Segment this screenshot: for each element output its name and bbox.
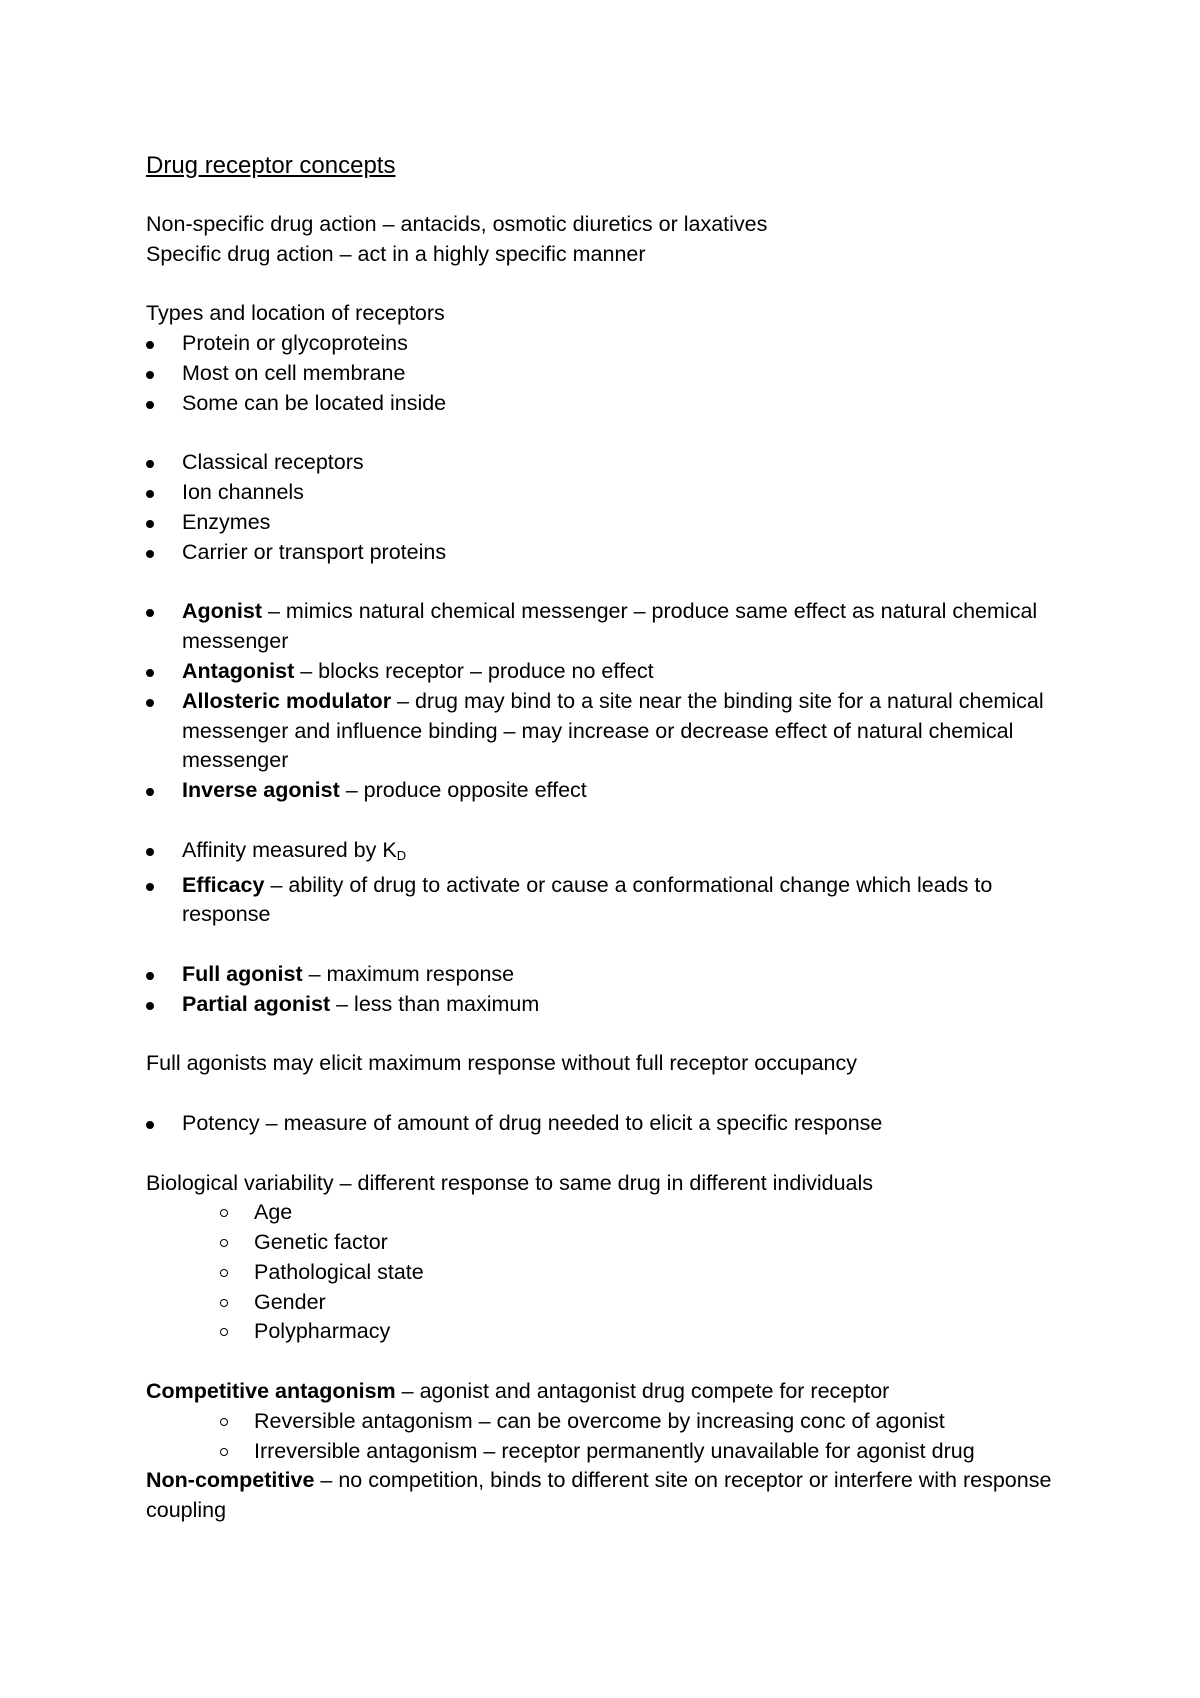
bullet-icon (146, 401, 154, 409)
receptor-types-list (146, 448, 1086, 567)
list-item: Age (146, 1198, 1086, 1228)
nonspecific-line: Non-specific drug action – antacids, osmotic diuretics or laxatives (146, 212, 768, 236)
bullet-icon (146, 609, 154, 617)
competitive-types-list (146, 1407, 1086, 1467)
bullet-icon (146, 788, 154, 796)
list-item: Ion channels (146, 478, 1086, 508)
biological-variability-line: Biological variability – different response to same drug in different individuals (146, 1170, 874, 1195)
list-item: Efficacy – ability of drug to activate or cause a conformational change which leads to response (146, 871, 1086, 931)
bullet-icon (146, 371, 154, 379)
list-item: Classical receptors (146, 448, 1086, 478)
bullet-icon (146, 1121, 154, 1129)
potency-list (146, 1109, 1086, 1139)
bullet-icon (146, 460, 154, 468)
circle-bullet-icon (220, 1209, 228, 1217)
list-item: Protein or glycoproteins (146, 329, 1086, 359)
circle-bullet-icon (220, 1448, 228, 1456)
bullet-icon (146, 699, 154, 707)
list-item: Antagonist – blocks receptor – produce no effect (146, 657, 1086, 687)
full-agonists-note: Full agonists may elicit maximum response without full receptor occupancy (146, 1051, 857, 1076)
variability-factors-list (146, 1198, 1086, 1347)
receptor-location-list (146, 329, 1086, 418)
affinity-efficacy-list (146, 836, 1086, 930)
list-item: Most on cell membrane (146, 359, 1086, 389)
list-item: Enzymes (146, 508, 1086, 538)
list-item: Irreversible antagonism – receptor permanently unavailable for agonist drug (146, 1437, 1086, 1467)
bullet-icon (146, 669, 154, 677)
bullet-icon (146, 972, 154, 980)
bullet-icon (146, 883, 154, 891)
list-item: Some can be located inside (146, 389, 1086, 419)
agonist-types-list (146, 960, 1086, 1020)
document-page (146, 150, 1086, 1526)
list-item: Inverse agonist – produce opposite effect (146, 776, 1086, 806)
list-item: Reversible antagonism – can be overcome by increasing conc of agonist (146, 1407, 1086, 1437)
list-item: Polypharmacy (146, 1317, 1086, 1347)
list-item: Pathological state (146, 1258, 1086, 1288)
list-item: Partial agonist – less than maximum (146, 990, 1086, 1020)
list-item: Affinity measured by $K_D$ (146, 836, 1086, 871)
list-item: Carrier or transport proteins (146, 538, 1086, 568)
list-item: Agonist – mimics natural chemical messenger – produce same effect as natural chemical messenger (146, 597, 1086, 657)
circle-bullet-icon (220, 1269, 228, 1277)
page-title: Drug receptor concepts (146, 152, 396, 179)
types-heading: Types and location of receptors (146, 301, 445, 326)
list-item: Full agonist – maximum response (146, 960, 1086, 990)
circle-bullet-icon (220, 1328, 228, 1336)
list-item: Allosteric modulator – drug may bind to a site near the binding site for a natural chemical messenger and influence binding – may increase or decrease effect of natural chemical messenger (146, 687, 1086, 776)
non-competitive-line: Non-competitive – no competition, binds to different site on receptor or interfere with response coupling (146, 1468, 1052, 1523)
competitive-antagonism-line: Competitive antagonism – agonist and antagonist drug compete for receptor (146, 1379, 890, 1404)
list-item: Genetic factor (146, 1228, 1086, 1258)
specific-line: Specific drug action – act in a highly specific manner (146, 241, 646, 266)
circle-bullet-icon (220, 1418, 228, 1426)
drug-action-list (146, 597, 1086, 806)
bullet-icon (146, 848, 154, 856)
list-item: Gender (146, 1288, 1086, 1318)
bullet-icon (146, 490, 154, 498)
bullet-icon (146, 341, 154, 349)
list-item: Potency – measure of amount of drug needed to elicit a specific response (146, 1109, 1086, 1139)
bullet-icon (146, 550, 154, 558)
circle-bullet-icon (220, 1299, 228, 1307)
bullet-icon (146, 520, 154, 528)
circle-bullet-icon (220, 1239, 228, 1247)
bullet-icon (146, 1002, 154, 1010)
